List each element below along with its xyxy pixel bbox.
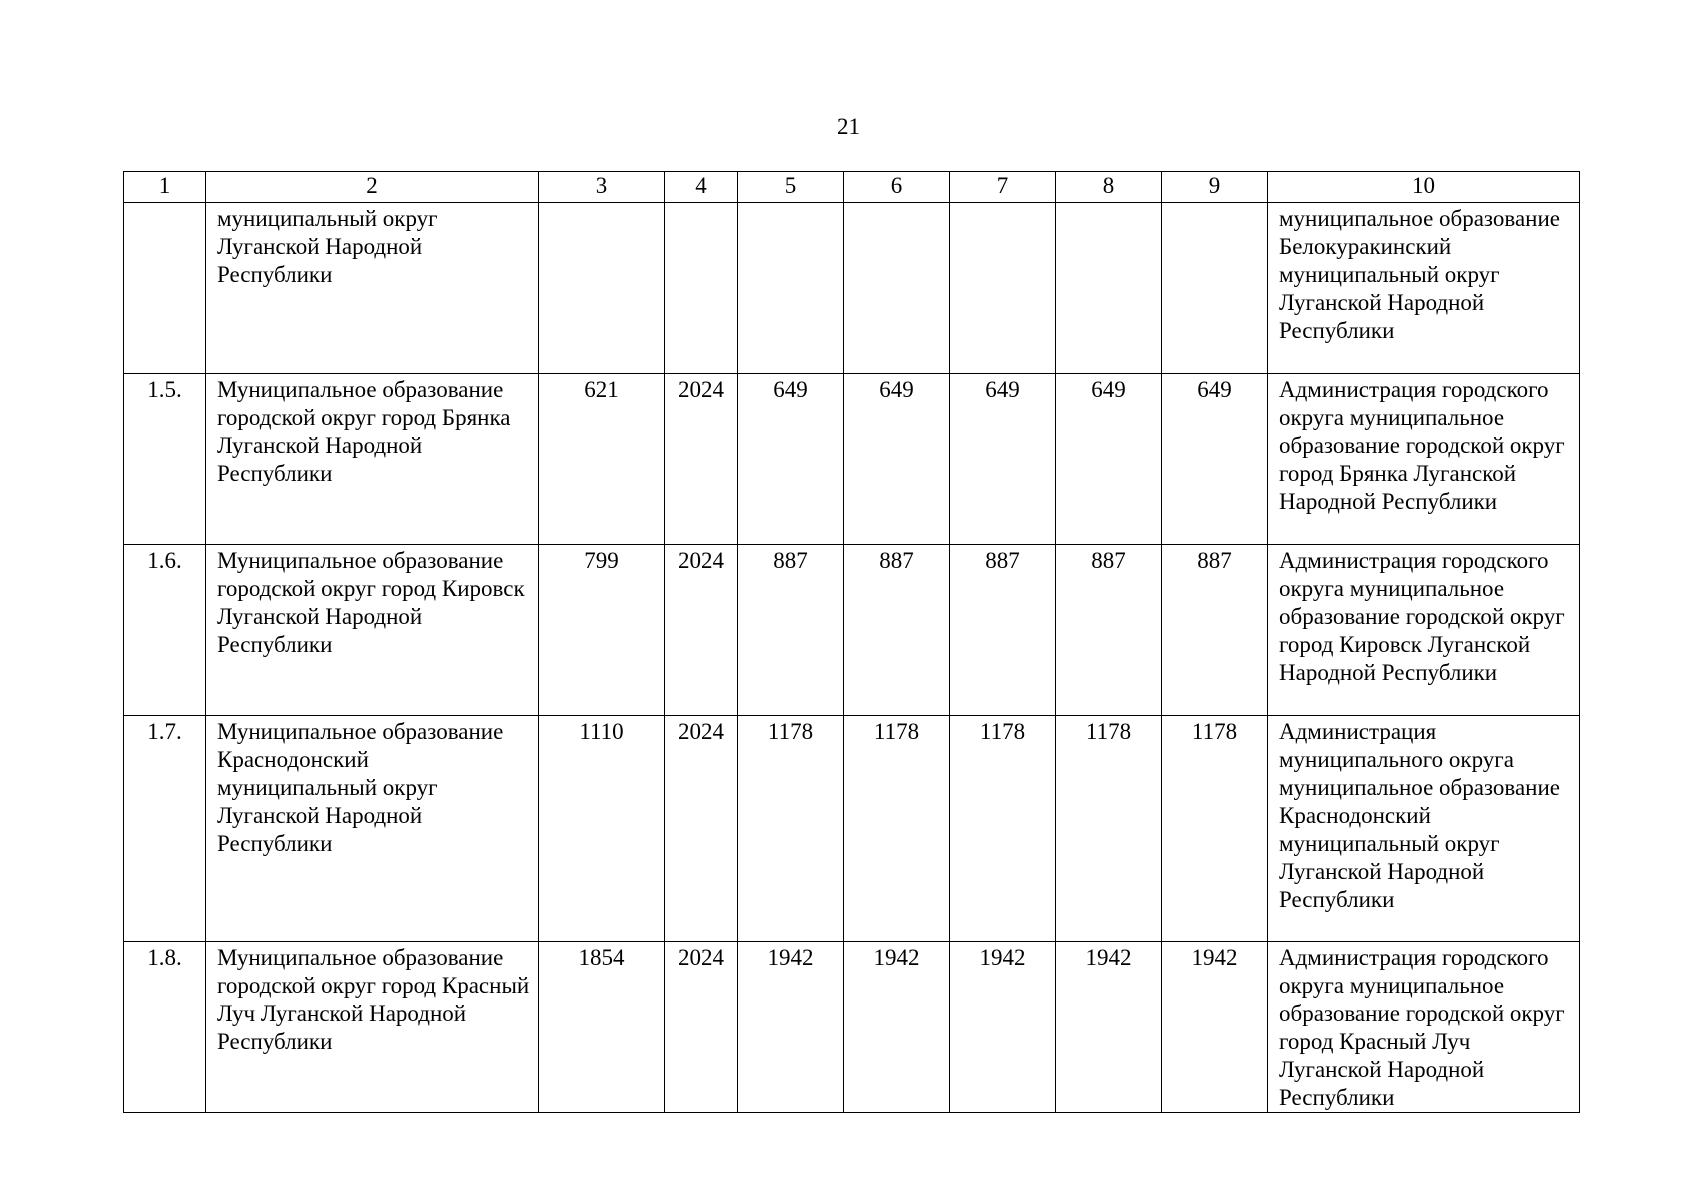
year-cell: 2024 xyxy=(665,942,738,1113)
municipality-name: Муниципальное образование городской округ город Кировск Луганской Народной Республики xyxy=(206,545,539,716)
administrator-cell: Администрация муниципального округа муниципальное образование Краснодонский муниципальный округ Луганской Народной Республики xyxy=(1268,716,1580,942)
value-cell: 1178 xyxy=(1056,716,1162,942)
column-header: 5 xyxy=(738,172,844,203)
column-header: 1 xyxy=(124,172,206,203)
value-cell: 1178 xyxy=(844,716,950,942)
table-row xyxy=(124,716,1580,942)
value-cell: 1178 xyxy=(950,716,1056,942)
administrator-cell: Администрация городского округа муниципальное образование городской округ город Красный Луч Луганской Народной Республики xyxy=(1268,942,1580,1113)
value-cell: 1854 xyxy=(539,942,665,1113)
value-cell: 621 xyxy=(539,374,665,545)
column-header: 3 xyxy=(539,172,665,203)
value-cell: 1178 xyxy=(738,716,844,942)
administrator-cell: муниципальное образование Белокуракинский муниципальный округ Луганской Народной Республики xyxy=(1268,203,1580,374)
column-header: 4 xyxy=(665,172,738,203)
value-cell: 1942 xyxy=(950,942,1056,1113)
column-header: 6 xyxy=(844,172,950,203)
value-cell: 887 xyxy=(844,545,950,716)
value-cell: 1942 xyxy=(1162,942,1268,1113)
municipality-name: Муниципальное образование городской округ город Красный Луч Луганской Народной Республики xyxy=(206,942,539,1113)
row-number xyxy=(124,203,206,374)
data-table xyxy=(123,171,1580,1113)
value-cell xyxy=(844,203,950,374)
table-row xyxy=(124,203,1580,374)
value-cell: 887 xyxy=(1056,545,1162,716)
row-number: 1.8. xyxy=(124,942,206,1113)
table-header-row xyxy=(124,172,1580,203)
value-cell xyxy=(950,203,1056,374)
value-cell: 887 xyxy=(950,545,1056,716)
value-cell: 649 xyxy=(1056,374,1162,545)
table-row xyxy=(124,545,1580,716)
value-cell xyxy=(738,203,844,374)
column-header: 9 xyxy=(1162,172,1268,203)
value-cell: 1178 xyxy=(1162,716,1268,942)
value-cell: 887 xyxy=(738,545,844,716)
value-cell: 1942 xyxy=(1056,942,1162,1113)
value-cell xyxy=(1162,203,1268,374)
year-cell xyxy=(665,203,738,374)
table-row xyxy=(124,374,1580,545)
municipality-name: муниципальный округ Луганской Народной Республики xyxy=(206,203,539,374)
municipality-name: Муниципальное образование городской округ город Брянка Луганской Народной Республики xyxy=(206,374,539,545)
municipality-name: Муниципальное образование Краснодонский муниципальный округ Луганской Народной Республики xyxy=(206,716,539,942)
row-number: 1.5. xyxy=(124,374,206,545)
year-cell: 2024 xyxy=(665,716,738,942)
value-cell xyxy=(539,203,665,374)
value-cell: 649 xyxy=(950,374,1056,545)
row-number: 1.7. xyxy=(124,716,206,942)
value-cell: 1942 xyxy=(844,942,950,1113)
table-row xyxy=(124,942,1580,1113)
value-cell: 799 xyxy=(539,545,665,716)
column-header: 7 xyxy=(950,172,1056,203)
year-cell: 2024 xyxy=(665,374,738,545)
value-cell: 649 xyxy=(738,374,844,545)
value-cell: 887 xyxy=(1162,545,1268,716)
value-cell: 649 xyxy=(1162,374,1268,545)
value-cell: 1942 xyxy=(738,942,844,1113)
year-cell: 2024 xyxy=(665,545,738,716)
row-number: 1.6. xyxy=(124,545,206,716)
administrator-cell: Администрация городского округа муниципальное образование городской округ город Кировск Луганской Народной Республики xyxy=(1268,545,1580,716)
value-cell: 649 xyxy=(844,374,950,545)
column-header: 10 xyxy=(1268,172,1580,203)
administrator-cell: Администрация городского округа муниципальное образование городской округ город Брянка Луганской Народной Республики xyxy=(1268,374,1580,545)
page-number: 21 xyxy=(837,114,860,139)
value-cell xyxy=(1056,203,1162,374)
column-header: 2 xyxy=(206,172,539,203)
value-cell: 1110 xyxy=(539,716,665,942)
column-header: 8 xyxy=(1056,172,1162,203)
